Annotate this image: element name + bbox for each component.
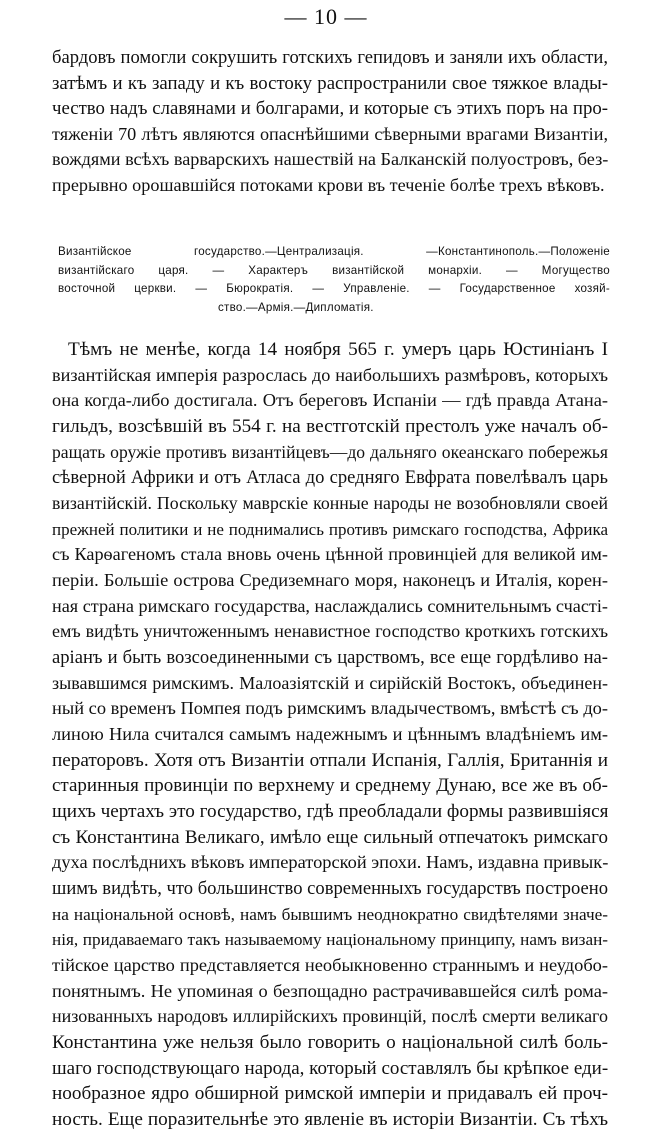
text-line: на національной основѣ, намъ бывшимъ неоднократно свидѣтелями значе- [52, 904, 608, 924]
intro-paragraph [52, 45, 608, 199]
text-line: аріанъ и быть возсоединенными съ царствомъ, все еще гордѣливо на- [52, 647, 608, 669]
text-line: тійское царство представляется необыкновенно страннымъ и неудобо- [52, 955, 608, 976]
summary-line: Византійское государство.—Централизація. —Константинополь.—Положеніе [58, 245, 610, 258]
summary-line: византійскаго царя. — Характеръ византійской монархіи. — Могущество [58, 263, 610, 277]
text-line: прерывно орошавшійся потоками крови въ теченіе болѣе трехъ вѣковъ. [52, 174, 605, 195]
text-line: ращать оружіе противъ византійцевъ—до дальняго океанскаго побережья [52, 441, 608, 462]
text-line: шаго господствующаго народа, который составлялъ бы крѣпкое еди- [52, 1057, 608, 1079]
text-line: съ Константина Великаго, имѣло еще сильный отпечатокъ римскаго [52, 826, 608, 848]
text-line: старинныя провинціи по верхнему и среднему Дунаю, все же въ об- [52, 775, 608, 797]
text-line: она когда-либо достигала. Отъ береговъ Испаніи — гдѣ правда Атана- [52, 390, 608, 411]
text-line: съ Карѳагеномъ стала вновь очень цѣнной провинціей для великой им- [52, 544, 608, 565]
text-line: періи. Большіе острова Средиземнаго моря, наконецъ и Италія, корен- [52, 570, 608, 591]
text-line: тяженіи 70 лѣтъ являются опаснѣйшими сѣверными врагами Византіи, [52, 123, 608, 144]
body-paragraph [52, 337, 608, 1133]
text-line: линою Нила считался самымъ надежнымъ и цѣннымъ владѣніемъ им- [52, 724, 608, 745]
page-number: — 10 — [284, 4, 368, 29]
text-line: ная страна римскаго государства, наслаждались сомнительнымъ счасті- [52, 595, 608, 616]
text-line: щихъ чертахъ это государство, гдѣ преобладали формы развившіяся [52, 801, 608, 823]
text-line: затѣмъ и къ западу и къ востоку распространили свое тяжкое влады- [52, 72, 608, 94]
text-line: чество надъ славянами и болгарами, и которые съ этихъ поръ на про- [52, 98, 608, 120]
summary-line: восточной церкви. — Бюрократія. — Управленіе. — Государственное хозяй- [58, 282, 610, 295]
text-line: византійская имперія разрослась до наибольшихъ размѣровъ, которыхъ [52, 364, 608, 385]
text-line: прежней политики и не поднимались противъ римскаго господства, Африка [52, 519, 608, 539]
text-line: бардовъ помогли сокрушить готскихъ гепидовъ и заняли ихъ области, [52, 47, 608, 68]
text-line: гильдъ, возсѣвшій въ 554 г. на вестготскій престолъ уже началъ об- [52, 416, 608, 438]
text-line: низованныхъ народовъ иллирійскихъ провинцій, послѣ смерти великаго [52, 1006, 608, 1027]
text-line: византійскій. Поскольку маврскіе конные народы не возобновляли своей [52, 493, 608, 514]
text-line: нообразное ядро обширной римской имперіи и придавалъ ей проч- [52, 1083, 608, 1105]
text-line: вождями всѣхъ варварскихъ нашествій на Балканскій полуостровъ, без- [52, 149, 608, 170]
text-line: шимъ видѣть, что большинство современныхъ государствъ построено [52, 878, 608, 900]
text-line: понятнымъ. Не упоминая о безпощадно растрачивавшейся силѣ рома- [52, 980, 608, 1001]
summary-line: ство.—Армія.—Дипломатія. [218, 300, 374, 314]
text-line: духа послѣднихъ вѣковъ императорской эпохи. Намъ, издавна привык- [52, 852, 608, 873]
text-line: Тѣмъ не менѣе, когда 14 ноября 565 г. умеръ царь Юстиніанъ I [68, 339, 608, 360]
text-line: ный со временъ Помпея подъ римскимъ владычествомъ, вмѣстѣ съ до- [52, 698, 608, 719]
text-line: ператоровъ. Хотя отъ Византіи отпали Испанія, Галлія, Британнія и [52, 749, 608, 771]
text-line: емъ видѣть уничтоженнымъ ненавистное господство кроткихъ готскихъ [52, 621, 608, 642]
text-line: Константина уже нельзя было говорить о національной силѣ боль- [52, 1032, 608, 1054]
text-line: зывавшимся римскимъ. Малоазіятскій и сирійскій Востокъ, объединен- [52, 672, 608, 693]
text-line: сѣверной Африки и отъ Атласа до средняго Евфрата повелѣвалъ царь [52, 467, 608, 489]
text-line: нія, придаваемаго такъ называемому національному принципу, намъ визан- [52, 930, 608, 950]
text-line: ность. Еще поразительнѣе это явленіе въ исторіи Византіи. Съ тѣхъ [52, 1109, 608, 1131]
chapter-summary [58, 243, 610, 317]
